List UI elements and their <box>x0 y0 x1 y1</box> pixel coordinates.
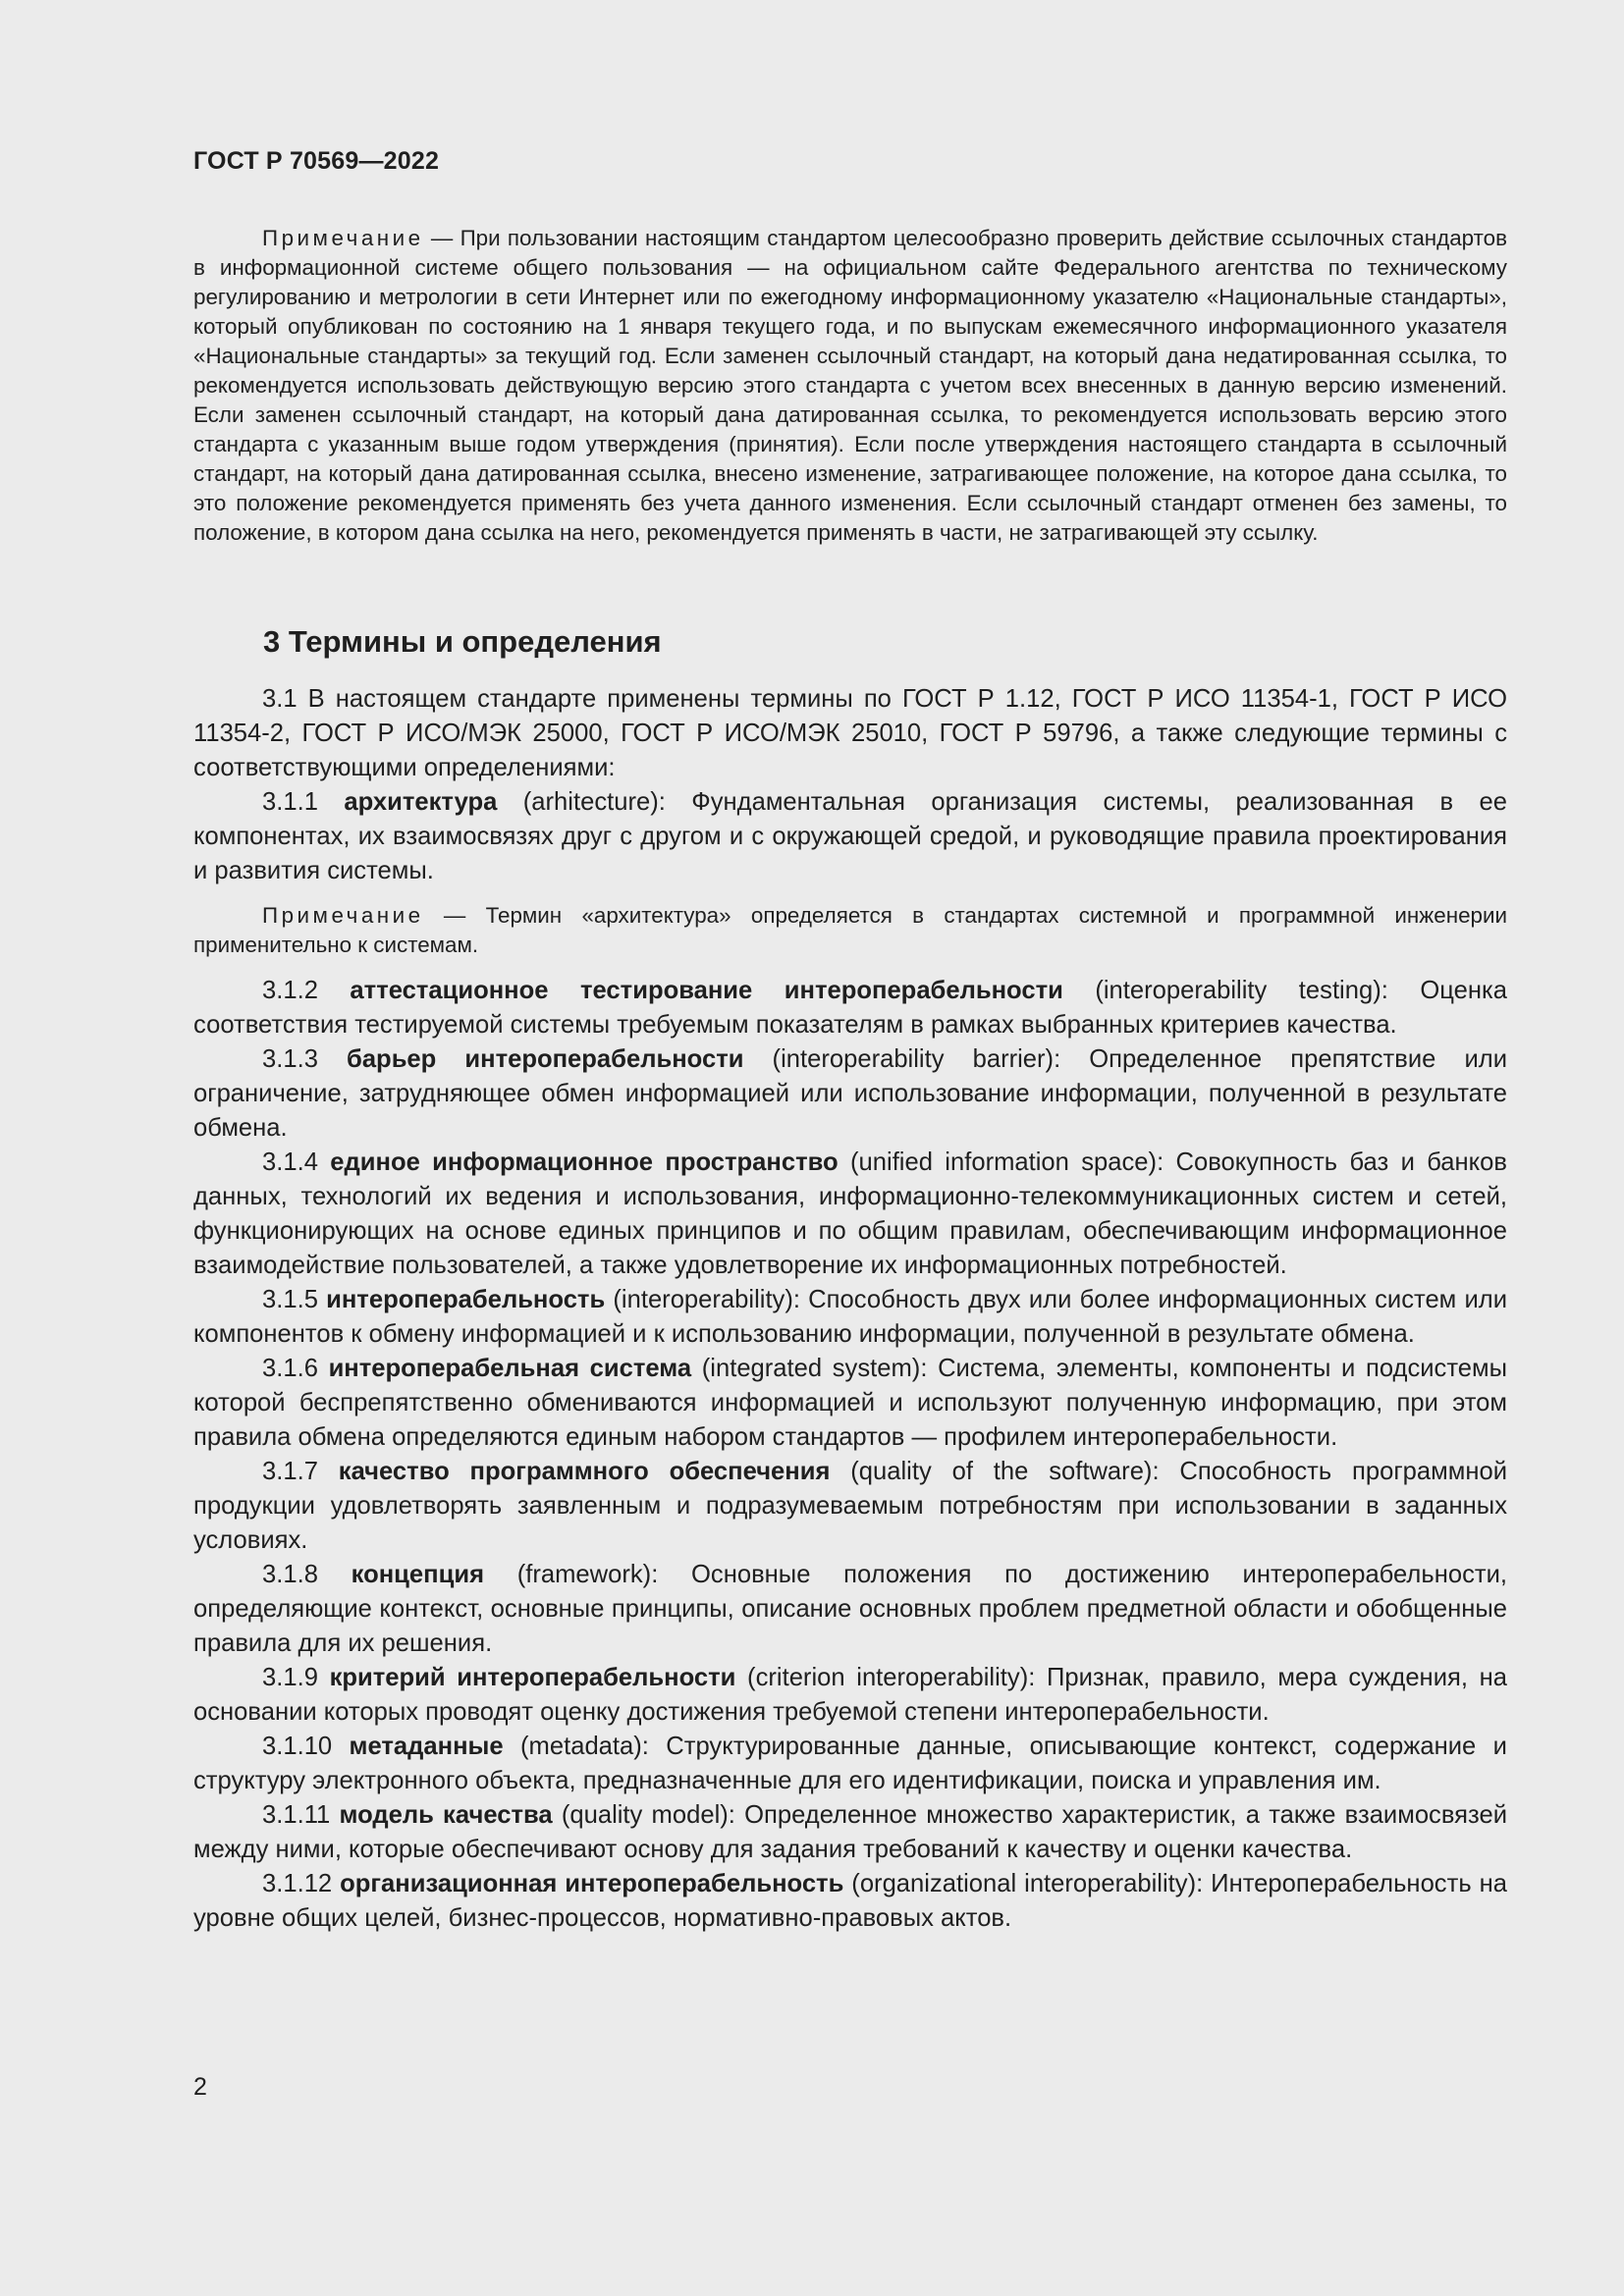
term-definition: (quality model): Определенное множество характеристик, а также взаимосвязей между ними, которые обеспечивают основу для задания требований к качеству и оценки качества. <box>193 1801 1507 1863</box>
term-item <box>193 1558 1507 1661</box>
term-definition: (arhitecture): Фундаментальная организация системы, реализованная в ее компонентах, их взаимосвязях друг с другом и с окружающей средой, и руководящие правила проектирования и развития системы. <box>193 788 1507 884</box>
reference-note <box>193 224 1507 548</box>
term-name: качество программного обеспечения <box>338 1458 831 1485</box>
term-number: 3.1.11 <box>262 1801 340 1829</box>
section-intro: 3.1 В настоящем стандарте применены термины по ГОСТ Р 1.12, ГОСТ Р ИСО 11354-1, ГОСТ Р ИСО 11354-2, ГОСТ Р ИСО/МЭК 25000, ГОСТ Р ИСО/МЭК 25010, ГОСТ Р 59796, а также следующие термины с соответствующими определениями: <box>193 685 1507 781</box>
term-number: 3.1.3 <box>262 1045 348 1073</box>
note-label: Примечание <box>262 903 424 928</box>
term-item <box>193 1455 1507 1558</box>
term-name: метаданные <box>349 1733 504 1760</box>
term-number: 3.1.9 <box>262 1664 330 1691</box>
note-label: Примечание <box>262 226 424 250</box>
terms-content <box>193 682 1507 1936</box>
term-item <box>193 1283 1507 1352</box>
term-item <box>193 974 1507 1042</box>
term-number: 3.1.4 <box>262 1148 331 1176</box>
term-name: единое информационное пространство <box>330 1148 839 1176</box>
term-definition: (metadata): Структурированные данные, описывающие контекст, содержание и структуру электронного объекта, предназначенные для его идентификации, поиска и управления им. <box>193 1733 1507 1794</box>
term-number: 3.1.5 <box>262 1286 327 1313</box>
term-number: 3.1.12 <box>262 1870 341 1897</box>
term-number: 3.1.1 <box>262 788 345 816</box>
term-definition: (interoperability barrier): Определенное препятствие или ограничение, затрудняющее обмен информацией или использование информации, полученной в результате обмена. <box>193 1045 1507 1142</box>
term-definition: (interoperability): Способность двух или более информационных систем или компонентов к обмену информацией и к использованию информации, полученной в результате обмена. <box>193 1286 1507 1348</box>
term-name: критерий интероперабельности <box>329 1664 736 1691</box>
term-item <box>193 1146 1507 1283</box>
section-title: 3 Термины и определения <box>263 624 662 659</box>
term-name: интероперабельная система <box>328 1355 692 1382</box>
term-number: 3.1.2 <box>262 977 351 1004</box>
term-number: 3.1.7 <box>262 1458 339 1485</box>
term-item <box>193 1352 1507 1455</box>
term-name: барьер интероперабельности <box>347 1045 744 1073</box>
term-item <box>193 785 1507 888</box>
term-definition: (integrated system): Система, элементы, компоненты и подсистемы которой беспрепятственно обмениваются информацией и используют полученную информацию, при этом правила обмена определяются единым набором стандартов — профилем интероперабельности. <box>193 1355 1507 1451</box>
term-item <box>193 1798 1507 1867</box>
term-definition: (quality of the software): Способность программной продукции удовлетворять заявленным и подразумеваемым потребностям при использовании в заданных условиях. <box>193 1458 1507 1554</box>
term-item <box>193 1042 1507 1146</box>
term-number: 3.1.8 <box>262 1561 352 1588</box>
term-definition: (unified information space): Совокупность баз и банков данных, технологий их ведения и использования, информационно-телекоммуникационных систем и сетей, функционирующих на основе единых принципов и по общим правилам, обеспечивающим информационное взаимодействие пользователей, а также удовлетворение их информационных потребностей. <box>193 1148 1507 1279</box>
note-text: — При пользовании настоящим стандартом целесообразно проверить действие ссылочных стандартов в информационной системе общего пользования — на официальном сайте Федерального агентства по техническому регулированию и метрологии в сети Интернет или по ежегодному информационному указателю «Национальные стандарты», который опубликован по состоянию на 1 января текущего года, и по выпускам ежемесячного информационного указателя «Национальные стандарты» за текущий год. Если заменен ссылочный стандарт, на который дана недатированная ссылка, то рекомендуется использовать действующую версию этого стандарта с учетом всех внесенных в данную версию изменений. Если заменен ссылочный стандарт, на который дана датированная ссылка, то рекомендуется использовать версию этого стандарта с указанным выше годом утверждения (принятия). Если после утверждения настоящего стандарта в ссылочный стандарт, на который дана датированная ссылка, внесено изменение, затрагивающее положение, на которое дана ссылка, то это положение рекомендуется применять без учета данного изменения. Если ссылочный стандарт отменен без замены, то положение, в котором дана ссылка на него, рекомендуется применять в части, не затрагивающей эту ссылку. <box>193 226 1507 545</box>
term-definition: (organizational interoperability): Интероперабельность на уровне общих целей, бизнес-процессов, нормативно-правовых актов. <box>193 1870 1507 1932</box>
note-text: — Термин «архитектура» определяется в стандартах системной и программной инженерии применительно к системам. <box>193 903 1507 957</box>
term-definition: (interoperability testing): Оценка соответствия тестируемой системы требуемым показателям в рамках выбранных критериев качества. <box>193 977 1507 1039</box>
document-header: ГОСТ Р 70569—2022 <box>193 147 440 175</box>
term-name: архитектура <box>344 788 498 816</box>
term-item <box>193 1867 1507 1936</box>
term-definition: (framework): Основные положения по достижению интероперабельности, определяющие контекст, основные принципы, описание основных проблем предметной области и обобщенные правила для их решения. <box>193 1561 1507 1657</box>
term-name: модель качества <box>339 1801 553 1829</box>
term-definition: (criterion interoperability): Признак, правило, мера суждения, на основании которых проводят оценку достижения требуемой степени интероперабельности. <box>193 1664 1507 1726</box>
term-item <box>193 1661 1507 1730</box>
term-note <box>193 901 1507 960</box>
term-name: аттестационное тестирование интероперабельности <box>350 977 1063 1004</box>
term-item <box>193 1730 1507 1798</box>
term-name: организационная интероперабельность <box>340 1870 844 1897</box>
page-number: 2 <box>193 2073 207 2101</box>
term-name: интероперабельность <box>326 1286 606 1313</box>
term-name: концепция <box>351 1561 485 1588</box>
term-number: 3.1.6 <box>262 1355 329 1382</box>
term-number: 3.1.10 <box>262 1733 350 1760</box>
